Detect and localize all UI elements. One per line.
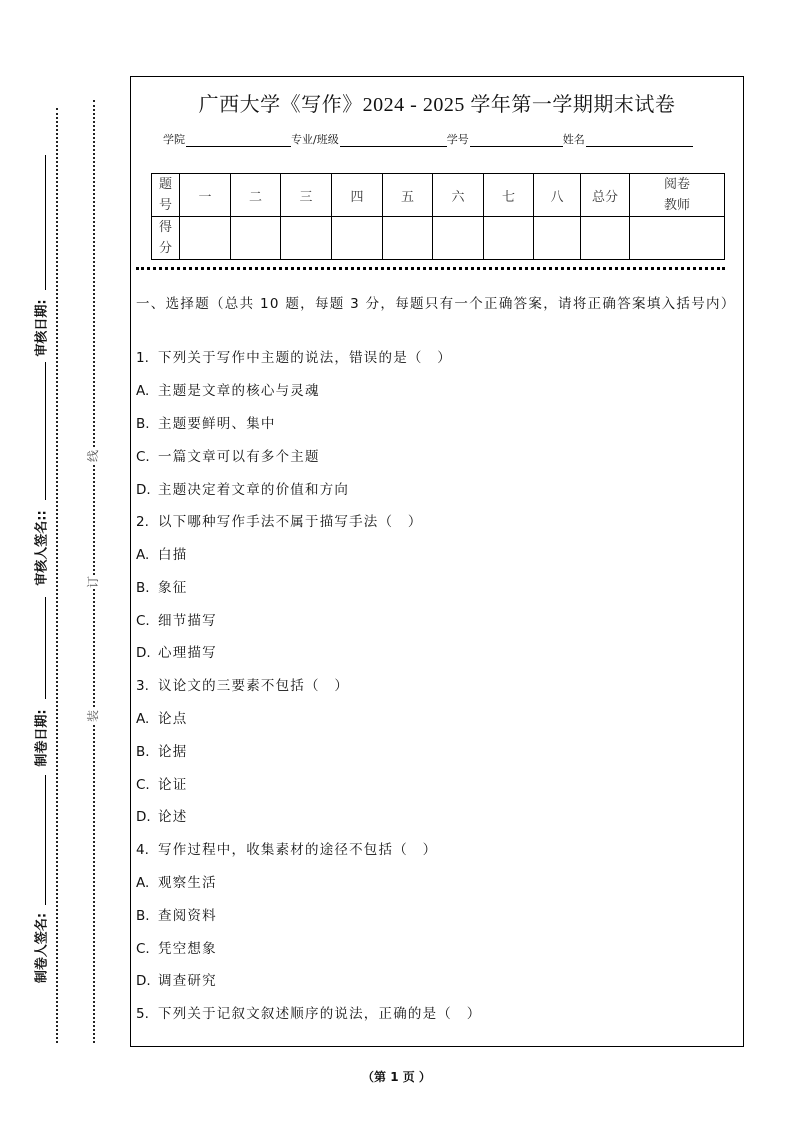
- question-number-header: 题 号: [152, 174, 180, 217]
- column-1: 一: [180, 174, 231, 217]
- question-1: 1. 下列关于写作中主题的说法，错误的是（ ）: [136, 350, 452, 366]
- option-1d: D. 主题决定着文章的价值和方向: [136, 482, 350, 498]
- question-2: 2. 以下哪种写作手法不属于描写手法（ ）: [136, 514, 423, 530]
- question-5: 5. 下列关于记叙文叙述顺序的说法，正确的是（ ）: [136, 1006, 482, 1022]
- option-4c: C. 凭空想象: [136, 941, 217, 957]
- option-2d: D. 心理描写: [136, 645, 217, 661]
- score-cell[interactable]: [332, 217, 383, 260]
- signature-line: [45, 775, 46, 905]
- score-row: [152, 217, 725, 260]
- compiler-signature-label: 制卷人签名:: [31, 912, 50, 984]
- option-3b: B. 论据: [136, 744, 188, 760]
- score-cell[interactable]: [383, 217, 433, 260]
- score-cell[interactable]: [534, 217, 581, 260]
- binding-mark-bind: 装: [86, 709, 100, 723]
- column-3: 三: [281, 174, 332, 217]
- option-3a: A. 论点: [136, 711, 188, 727]
- column-7: 七: [484, 174, 534, 217]
- score-cell-total[interactable]: [581, 217, 630, 260]
- major-class-field[interactable]: [340, 133, 447, 147]
- option-2b: B. 象征: [136, 580, 188, 596]
- question-number-row: [152, 174, 725, 217]
- option-1b: B. 主题要鲜明、集中: [136, 416, 276, 432]
- signature-line: [45, 597, 46, 699]
- compile-date-label: 制卷日期:: [31, 708, 50, 767]
- name-label: 姓名: [562, 133, 585, 146]
- option-3d: D. 论述: [136, 809, 188, 825]
- score-cell[interactable]: [231, 217, 281, 260]
- reviewer-signature-label: 审核人签名::: [31, 509, 50, 586]
- question-3: 3. 议论文的三要素不包括（ ）: [136, 678, 350, 694]
- option-1a: A. 主题是文章的核心与灵魂: [136, 383, 320, 399]
- option-4a: A. 观察生活: [136, 875, 217, 891]
- column-total: 总分: [581, 174, 630, 217]
- column-4: 四: [332, 174, 383, 217]
- score-cell[interactable]: [484, 217, 534, 260]
- option-1c: C. 一篇文章可以有多个主题: [136, 449, 320, 465]
- binding-mark-line: 线: [86, 449, 100, 463]
- score-cell[interactable]: [180, 217, 231, 260]
- option-3c: C. 论证: [136, 777, 188, 793]
- option-4d: D. 调查研究: [136, 973, 217, 989]
- option-2c: C. 细节描写: [136, 613, 217, 629]
- page-number: （第 1 页 ）: [362, 1070, 431, 1084]
- binding-dotted-line-inner: [93, 100, 95, 1043]
- score-cell[interactable]: [433, 217, 484, 260]
- column-2: 二: [231, 174, 281, 217]
- column-6: 六: [433, 174, 484, 217]
- column-8: 八: [534, 174, 581, 217]
- student-info-row: [163, 131, 693, 147]
- grader-cell[interactable]: [630, 217, 725, 260]
- score-header: 得 分: [152, 217, 180, 260]
- option-2a: A. 白描: [136, 547, 188, 563]
- binding-dotted-line-outer: [56, 108, 58, 1043]
- binding-mark-staple: 订: [86, 575, 100, 589]
- question-4: 4. 写作过程中，收集素材的途径不包括（ ）: [136, 842, 438, 858]
- review-date-label: 审核日期:: [31, 298, 50, 357]
- section-heading: 一、选择题（总共 10 题，每题 3 分，每题只有一个正确答案，请将正确答案填入括号内）: [136, 296, 736, 312]
- signature-line: [45, 155, 46, 290]
- college-field[interactable]: [186, 133, 291, 147]
- major-class-label: 专业/班级: [291, 133, 339, 146]
- option-4b: B. 查阅资料: [136, 908, 217, 924]
- exam-title: 广西大学《写作》2024 - 2025 学年第一学期期末试卷: [198, 94, 676, 116]
- dotted-separator: [136, 267, 725, 270]
- name-field[interactable]: [586, 133, 693, 147]
- score-cell[interactable]: [281, 217, 332, 260]
- college-label: 学院: [163, 133, 185, 146]
- score-table: [151, 173, 725, 260]
- student-id-field[interactable]: [470, 133, 563, 147]
- column-5: 五: [383, 174, 433, 217]
- student-id-label: 学号: [446, 133, 469, 146]
- grader-header: 阅卷 教师: [630, 174, 725, 217]
- signature-line: [45, 362, 46, 500]
